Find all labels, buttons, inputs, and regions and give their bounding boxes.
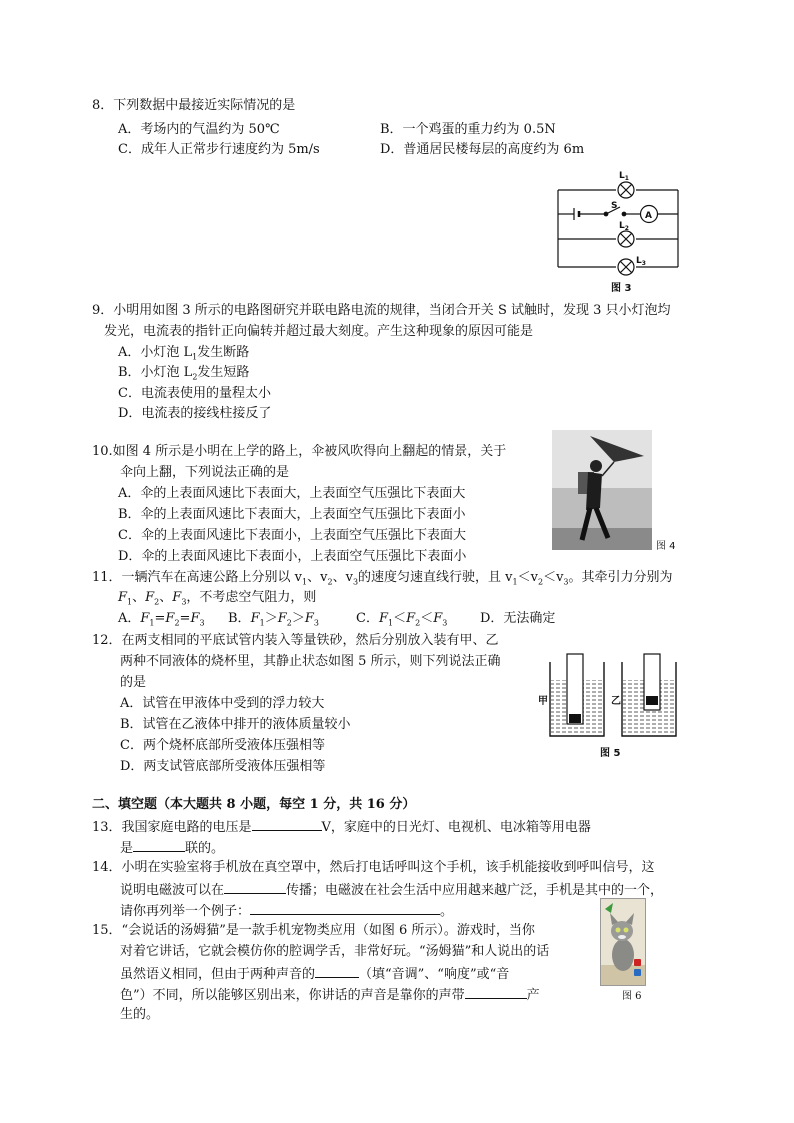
figure-5-caption: 图 5 [600,748,621,759]
q15-blank-2[interactable] [465,985,527,999]
q15-line4: 色”）不同，所以能够区别出来，你讲话的声音是靠你的声带 产 [120,985,540,1005]
q8-option-a: A．考场内的气温约为 50℃ [118,122,280,137]
q9-option-b: B．小灯泡 $L_2$发生短路 [118,365,250,382]
umbrella-scene-image [552,430,652,550]
switch-label: S [611,201,618,211]
talking-tom-image [601,899,645,985]
q10-option-d: D．伞的上表面风速比下表面小，上表面空气压强比下表面小 [118,549,467,564]
q11-option-b: B．$F_1>F_2>F_3$ [228,611,319,628]
q15-blank-1[interactable] [315,964,359,978]
label-jia: 甲 [538,696,548,707]
figure-5-beakers [538,650,688,762]
q11-line2: $F_1$、$F_2$、$F_3$，不考虑空气阻力，则 [118,590,317,607]
section-2-heading: 二、填空题（本大题共 8 小题，每空 1 分，共 16 分） [92,797,416,812]
q8-stem: 8．下列数据中最接近实际情况的是 [92,98,296,113]
q10-option-a: A．伞的上表面风速比下表面大，上表面空气压强比下表面大 [118,486,466,501]
q12-option-b: B．试管在乙液体中排开的液体质量较小 [120,717,351,732]
q14-line2: 说明电磁波可以在 传播；电磁波在社会生活中应用越来越广泛，手机是其中的一个， [120,880,663,900]
q15-line5: 生的。 [120,1007,160,1022]
figure-3-caption: 图 3 [611,283,632,294]
q8-option-b: B．一个鸡蛋的重力约为 0.5N [380,122,556,137]
q9-option-a: A．小灯泡 $L_1$发生断路 [118,345,250,362]
q12-option-c: C．两个烧杯底部所受液体压强相等 [120,738,325,753]
q14-line3: 请你再列举一个例子： 。 [120,901,453,921]
q11-line1: 11．一辆汽车在高速公路上分别以 $v_1$、$v_2$、$v_3$的速度匀速直线行驶，且 $v_1<v_2<v_3$。其牵引力分别为 [92,570,673,587]
ammeter-label: A [645,211,652,221]
q12-line1: 12．在两支相同的平底试管内装入等量铁砂，然后分别放入装有甲、乙 [92,633,499,648]
q11-option-a: A．$F_1=F_2=F_3$ [118,611,205,628]
q10-option-b: B．伞的上表面风速比下表面大，上表面空气压强比下表面小 [118,507,466,522]
q8-option-c: C．成年人正常步行速度约为 5m/s [118,142,320,157]
q15-line3: 虽然语义相同，但由于两种声音的 （填“音调”、“响度”或“音 [120,964,509,984]
q10-line1: 10.如图 4 所示是小明在上学的路上，伞被风吹得向上翻起的情景，关于 [92,444,507,459]
q14-line1: 14．小明在实验室将手机放在真空罩中，然后打电话呼叫这个手机，该手机能接收到呼叫信号，这 [92,860,655,875]
q13-line1: 13．我国家庭电路的电压是 V，家庭中的日光灯、电视机、电冰箱等用电器 [92,817,591,837]
q13-blank-1[interactable] [252,817,322,831]
q12-option-a: A．试管在甲液体中受到的浮力较大 [120,696,325,711]
figure-3-circuit [548,166,688,296]
q9-line1: 9．小明用如图 3 所示的电路图研究并联电路电流的规律，当闭合开关 S 试触时，发现 3 只小灯泡均 [92,303,671,318]
q15-line2: 对着它讲话，它就会模仿你的腔调学舌，非常好玩。“汤姆猫”和人说出的话 [120,944,550,959]
q10-option-c: C．伞的上表面风速比下表面小，上表面空气压强比下表面大 [118,528,466,543]
figure-6-caption: 图 6 [622,991,642,1002]
q10-line2: 伞向上翻，下列说法正确的是 [120,465,290,480]
q14-blank-1[interactable] [224,880,286,894]
figure-4-caption: 图 4 [656,541,676,552]
q13-blank-2[interactable] [133,838,185,852]
q12-line3: 的是 [120,675,147,690]
lamp-l3-label: $L_3$ [636,256,646,267]
figure-4-photo [552,430,652,550]
q9-line2: 发光，电流表的指针正向偏转并超过最大刻度。产生这种现象的原因可能是 [104,324,534,339]
q12-line2: 两种不同液体的烧杯里，其静止状态如图 5 所示，则下列说法正确 [120,654,501,669]
q11-option-d: D．无法确定 [480,611,556,626]
label-yi: 乙 [611,696,621,707]
q13-line2: 是 联的。 [120,838,224,858]
q15-line1: 15．“会说话的汤姆猫”是一款手机宠物类应用（如图 6 所示）。游戏时，当你 [92,923,535,938]
q9-option-c: C．电流表使用的量程太小 [118,386,271,401]
q8-option-d: D．普通居民楼每层的高度约为 6m [380,142,585,157]
lamp-l1-label: $L_1$ [619,171,629,182]
circuit-diagram [548,166,688,296]
q12-option-d: D．两支试管底部所受液体压强相等 [120,759,326,774]
q9-option-d: D．电流表的接线柱接反了 [118,406,272,421]
figure-6-photo [600,898,646,986]
lamp-l2-label: $L_2$ [619,221,629,232]
beakers-diagram [538,650,688,762]
q11-option-c: C．$F_1<F_2<F_3$ [356,611,448,628]
q14-blank-2[interactable] [250,901,440,915]
